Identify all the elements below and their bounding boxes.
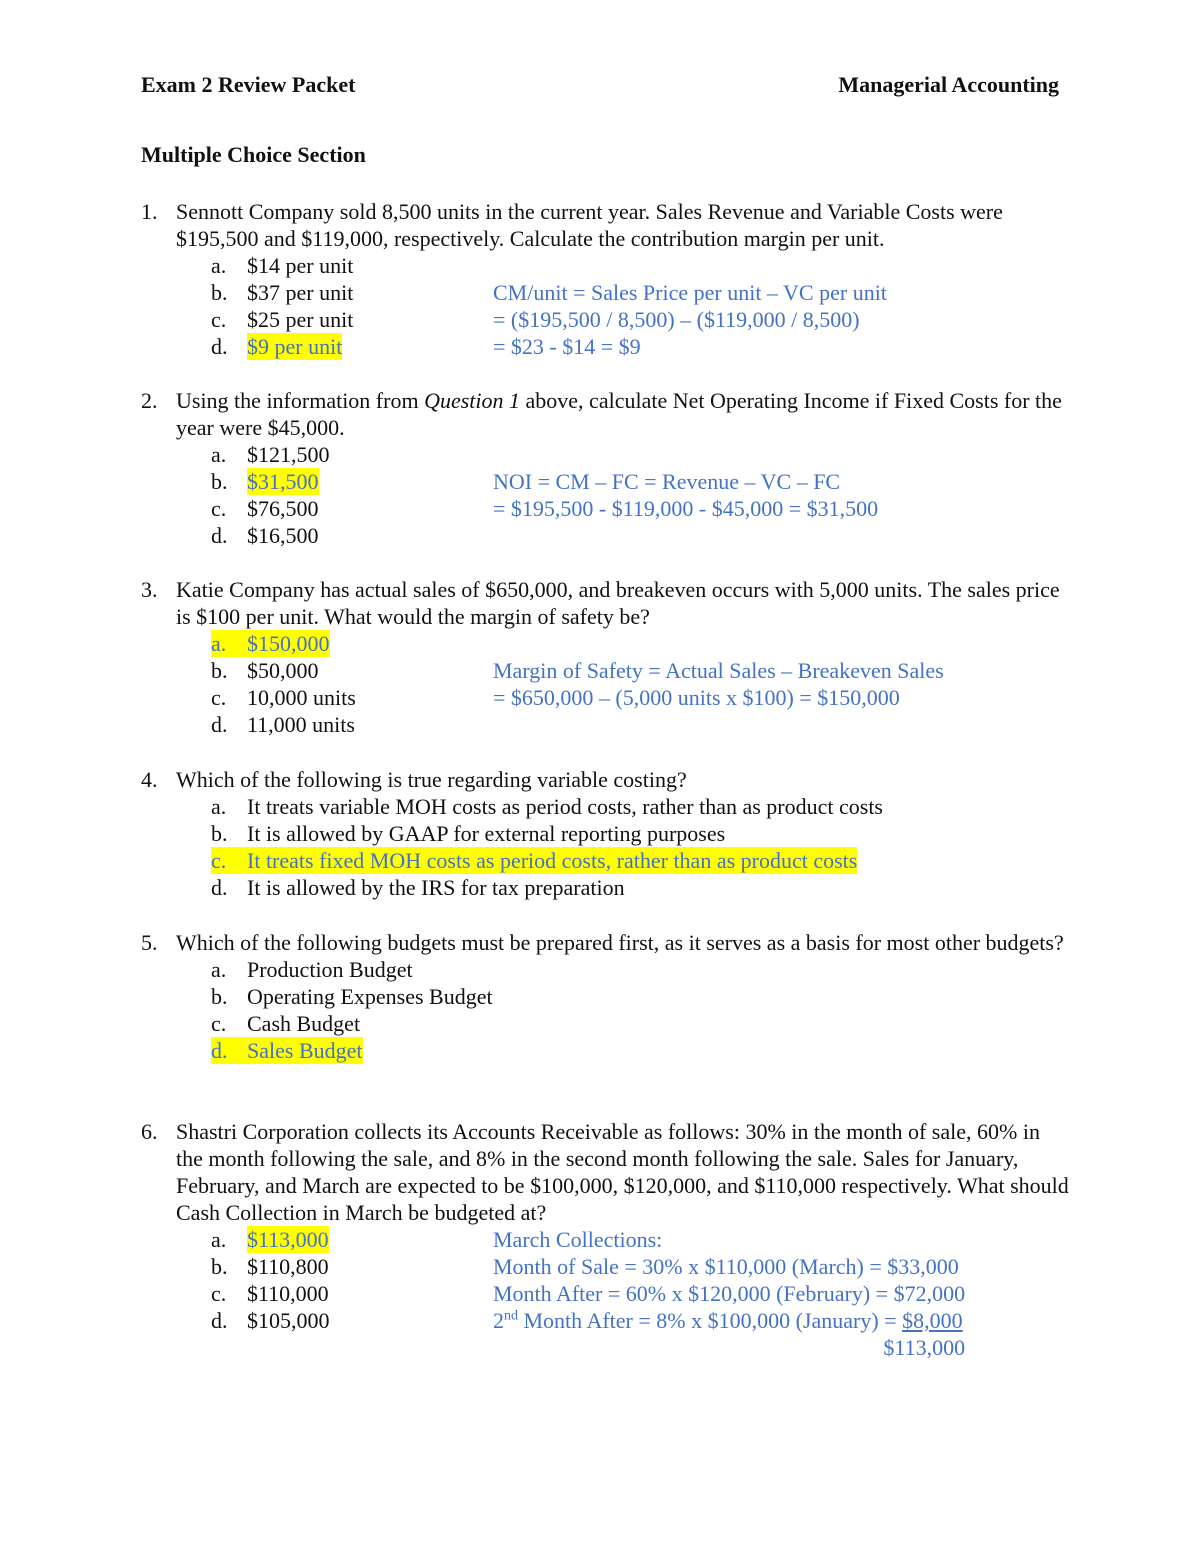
option-text-highlighted: $113,000	[247, 1227, 329, 1252]
option-label: a.	[211, 442, 227, 467]
option-text: Cash Budget	[247, 1011, 361, 1036]
question-5	[141, 929, 1071, 1064]
option-a	[141, 441, 1071, 468]
option-text: $37 per unit	[247, 280, 354, 305]
option-d	[141, 711, 1071, 738]
option-text: $110,800	[247, 1254, 329, 1279]
header-right-title: Managerial Accounting	[838, 72, 1059, 97]
question-text: Which of the following is true regarding variable costing?	[176, 767, 687, 792]
question-number: 5.	[141, 930, 158, 955]
option-text-highlighted: It treats fixed MOH costs as period costs, rather than as product costs	[247, 848, 858, 873]
explanation-line	[493, 1307, 965, 1334]
option-label: b.	[211, 658, 228, 683]
question-4	[141, 766, 1071, 901]
option-label: d.	[211, 875, 228, 900]
question-number: 6.	[141, 1119, 158, 1144]
option-text-highlighted: $31,500	[247, 469, 319, 494]
question-number: 1.	[141, 199, 158, 224]
option-text: Operating Expenses Budget	[247, 984, 493, 1009]
option-text: $16,500	[247, 523, 319, 548]
option-label-highlighted: d.	[211, 1037, 247, 1064]
explanation-6	[493, 1226, 965, 1361]
explanation-1	[493, 279, 887, 360]
option-label: b.	[211, 821, 228, 846]
option-label: d.	[211, 1308, 228, 1333]
explanation-line: Month After = 60% x $120,000 (February) = $72,000	[493, 1281, 966, 1306]
option-label: b.	[211, 469, 228, 494]
question-text: Sennott Company sold 8,500 units in the current year. Sales Revenue and Variable Costs were $195,500 and $119,000, respectively. Calculate the contribution margin per unit.	[176, 199, 1003, 251]
option-text: $25 per unit	[247, 307, 354, 332]
option-label: a.	[211, 1227, 227, 1252]
option-c-answer	[141, 847, 1071, 874]
explanation-text: Month After = 8% x $100,000 (January) =	[518, 1308, 903, 1333]
option-label: a.	[211, 794, 227, 819]
option-label: b.	[211, 984, 228, 1009]
option-text: 11,000 units	[247, 712, 355, 737]
option-text-highlighted: Sales Budget	[247, 1038, 363, 1063]
explanation-title: March Collections:	[493, 1227, 663, 1252]
option-a	[141, 793, 1071, 820]
question-text-part: above, calculate Net Operating Income if Fixed Costs for the year were $45,000.	[176, 388, 1062, 440]
explanation-line: = $195,500 - $119,000 - $45,000 = $31,500	[493, 496, 879, 521]
option-label: c.	[211, 1011, 227, 1036]
explanation-line: NOI = CM – FC = Revenue – VC – FC	[493, 469, 841, 494]
option-text: It is allowed by the IRS for tax preparation	[247, 875, 625, 900]
option-text-highlighted: $9 per unit	[247, 334, 343, 359]
option-a	[141, 956, 1071, 983]
option-label: b.	[211, 280, 228, 305]
option-label: c.	[211, 1281, 227, 1306]
option-label: a.	[211, 957, 227, 982]
question-number: 3.	[141, 577, 158, 602]
explanation-line: = $23 - $14 = $9	[493, 334, 641, 359]
ordinal-suffix: nd	[504, 1308, 518, 1324]
explanation-3	[493, 657, 944, 711]
question-text	[176, 387, 1071, 441]
option-text: It is allowed by GAAP for external reporting purposes	[247, 821, 726, 846]
option-text: 10,000 units	[247, 685, 356, 710]
explanation-2	[493, 468, 878, 522]
explanation-total: $113,000	[883, 1335, 966, 1360]
option-d	[141, 874, 1071, 901]
header-left-title: Exam 2 Review Packet	[141, 72, 356, 97]
explanation-line: Margin of Safety = Actual Sales – Breakeven Sales	[493, 658, 944, 683]
option-d-answer	[141, 1037, 1071, 1064]
option-a	[141, 252, 1071, 279]
question-text: Katie Company has actual sales of $650,000, and breakeven occurs with 5,000 units. The sales price is $100 per unit. What would the margin of safety be?	[176, 577, 1060, 629]
option-label-highlighted: a.	[211, 630, 247, 657]
option-label: d.	[211, 523, 228, 548]
option-text: $76,500	[247, 496, 319, 521]
option-text: Production Budget	[247, 957, 413, 982]
option-label-highlighted: c.	[211, 847, 247, 874]
option-label: d.	[211, 712, 228, 737]
section-title: Multiple Choice Section	[141, 142, 366, 167]
option-text: $14 per unit	[247, 253, 354, 278]
option-d	[141, 522, 1071, 549]
option-text: $121,500	[247, 442, 330, 467]
explanation-line: = ($195,500 / 8,500) – ($119,000 / 8,500)	[493, 307, 860, 332]
explanation-line: = $650,000 – (5,000 units x $100) = $150,000	[493, 685, 900, 710]
option-b	[141, 983, 1071, 1010]
option-c	[141, 1010, 1071, 1037]
option-text: $50,000	[247, 658, 319, 683]
option-text: It treats variable MOH costs as period costs, rather than as product costs	[247, 794, 883, 819]
option-label: b.	[211, 1254, 228, 1279]
question-reference: Question 1	[424, 388, 521, 413]
option-b	[141, 820, 1071, 847]
question-number: 2.	[141, 388, 158, 413]
option-label: a.	[211, 253, 227, 278]
question-text: Which of the following budgets must be prepared first, as it serves as a basis for most other budgets?	[176, 930, 1064, 955]
option-a-answer	[141, 630, 1071, 657]
explanation-line: CM/unit = Sales Price per unit – VC per unit	[493, 280, 887, 305]
option-label: c.	[211, 496, 227, 521]
option-text: $110,000	[247, 1281, 329, 1306]
underlined-amount: $8,000	[902, 1308, 963, 1333]
question-number: 4.	[141, 767, 158, 792]
option-label: c.	[211, 685, 227, 710]
explanation-line: Month of Sale = 30% x $110,000 (March) = $33,000	[493, 1254, 959, 1279]
option-text: $105,000	[247, 1308, 330, 1333]
option-label: c.	[211, 307, 227, 332]
option-label: d.	[211, 334, 228, 359]
question-text: Shastri Corporation collects its Accounts Receivable as follows: 30% in the month of sale, 60% in the month following the sale, and 8% in the second month following the sale. Sales for January, February, and March are expected to be $100,000, $120,000, and $110,000 respectively. What should Cash Collection in March be budgeted at?	[176, 1119, 1069, 1225]
ordinal-number: 2	[493, 1308, 504, 1333]
option-text-highlighted: $150,000	[247, 631, 330, 656]
question-text-part: Using the information from	[176, 388, 425, 413]
